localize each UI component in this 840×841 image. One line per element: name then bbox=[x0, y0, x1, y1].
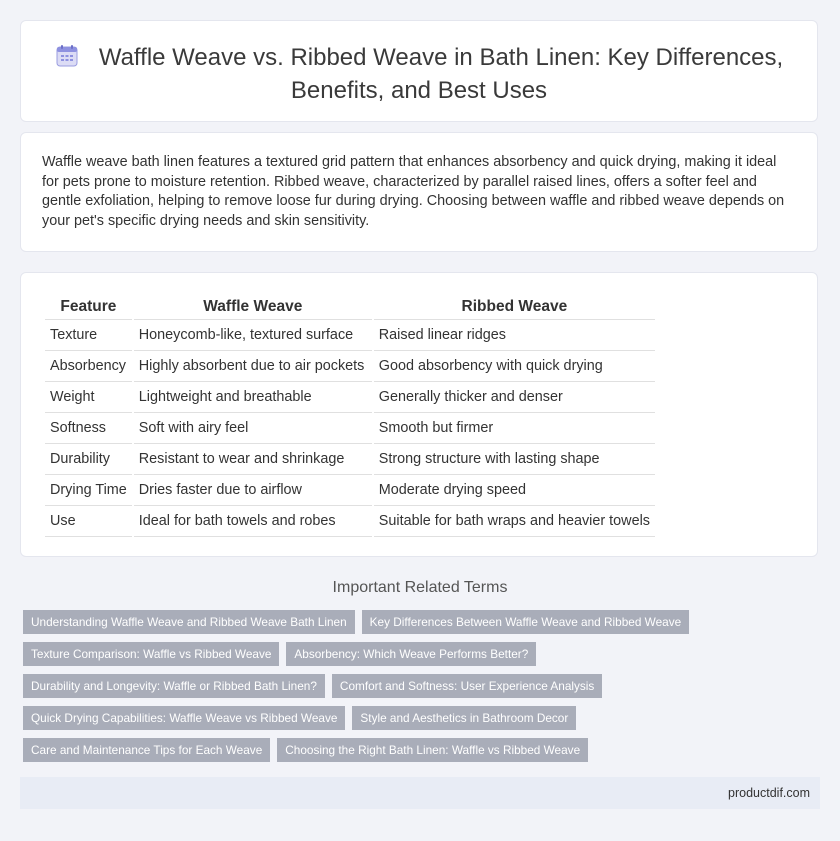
related-term-tag[interactable]: Durability and Longevity: Waffle or Ribbed Bath Linen? bbox=[23, 674, 325, 698]
cell-ribbed: Good absorbency with quick drying bbox=[374, 351, 655, 382]
header-feature: Feature bbox=[45, 295, 132, 320]
calendar-icon bbox=[55, 44, 79, 76]
cell-waffle: Resistant to wear and shrinkage bbox=[134, 444, 372, 475]
tag-row bbox=[23, 706, 813, 730]
header-waffle-weave: Waffle Weave bbox=[134, 295, 372, 320]
table-row bbox=[45, 382, 655, 413]
cell-feature: Texture bbox=[45, 320, 132, 351]
tag-row bbox=[23, 674, 813, 698]
cell-feature: Drying Time bbox=[45, 475, 132, 506]
related-terms-heading: Important Related Terms bbox=[332, 579, 508, 596]
cell-waffle: Dries faster due to airflow bbox=[134, 475, 372, 506]
cell-ribbed: Raised linear ridges bbox=[374, 320, 655, 351]
cell-waffle: Soft with airy feel bbox=[134, 413, 372, 444]
cell-ribbed: Strong structure with lasting shape bbox=[374, 444, 655, 475]
footer-site-link[interactable]: productdif.com bbox=[728, 786, 810, 800]
table-row bbox=[45, 475, 655, 506]
cell-ribbed: Smooth but firmer bbox=[374, 413, 655, 444]
related-term-tag[interactable]: Key Differences Between Waffle Weave and Ribbed Weave bbox=[362, 610, 689, 634]
cell-feature: Weight bbox=[45, 382, 132, 413]
related-term-tag[interactable]: Texture Comparison: Waffle vs Ribbed Weave bbox=[23, 642, 279, 666]
cell-feature: Absorbency bbox=[45, 351, 132, 382]
related-term-tag[interactable]: Style and Aesthetics in Bathroom Decor bbox=[352, 706, 576, 730]
table-header-row bbox=[45, 295, 655, 320]
page-title: Waffle Weave vs. Ribbed Weave in Bath Linen: Key Differences, Benefits, and Best Uses bbox=[98, 44, 784, 104]
tag-row bbox=[23, 738, 813, 762]
cell-waffle: Highly absorbent due to air pockets bbox=[134, 351, 372, 382]
cell-feature: Durability bbox=[45, 444, 132, 475]
intro-card bbox=[20, 132, 818, 252]
related-term-tag[interactable]: Understanding Waffle Weave and Ribbed Weave Bath Linen bbox=[23, 610, 355, 634]
cell-feature: Softness bbox=[45, 413, 132, 444]
table-row bbox=[45, 506, 655, 537]
cell-waffle: Lightweight and breathable bbox=[134, 382, 372, 413]
related-term-tag[interactable]: Comfort and Softness: User Experience Analysis bbox=[332, 674, 602, 698]
tag-row bbox=[23, 610, 813, 634]
table-row bbox=[45, 413, 655, 444]
header-ribbed-weave: Ribbed Weave bbox=[374, 295, 655, 320]
cell-ribbed: Suitable for bath wraps and heavier towels bbox=[374, 506, 655, 537]
cell-waffle: Honeycomb-like, textured surface bbox=[134, 320, 372, 351]
comparison-table bbox=[43, 295, 657, 537]
related-term-tag[interactable]: Choosing the Right Bath Linen: Waffle vs Ribbed Weave bbox=[277, 738, 588, 762]
footer bbox=[20, 777, 820, 809]
related-term-tag[interactable]: Absorbency: Which Weave Performs Better? bbox=[286, 642, 536, 666]
comparison-card bbox=[20, 272, 818, 557]
tag-row bbox=[23, 642, 813, 666]
table-row bbox=[45, 444, 655, 475]
table-row bbox=[45, 351, 655, 382]
related-term-tag[interactable]: Care and Maintenance Tips for Each Weave bbox=[23, 738, 270, 762]
related-terms-list bbox=[23, 610, 813, 770]
cell-waffle: Ideal for bath towels and robes bbox=[134, 506, 372, 537]
page-title-block bbox=[21, 43, 817, 106]
table-row bbox=[45, 320, 655, 351]
cell-feature: Use bbox=[45, 506, 132, 537]
related-term-tag[interactable]: Quick Drying Capabilities: Waffle Weave vs Ribbed Weave bbox=[23, 706, 345, 730]
cell-ribbed: Generally thicker and denser bbox=[374, 382, 655, 413]
title-card bbox=[20, 20, 818, 122]
intro-paragraph: Waffle weave bath linen features a textured grid pattern that enhances absorbency and quick drying, making it ideal for pets prone to moisture retention. Ribbed weave, characterized by parallel raised lines, offers a softer feel and gentle exfoliation, helping to remove loose fur during drying. Choosing between waffle and ribbed weave depends on your pet's specific drying needs and skin sensitivity. bbox=[42, 154, 785, 229]
cell-ribbed: Moderate drying speed bbox=[374, 475, 655, 506]
